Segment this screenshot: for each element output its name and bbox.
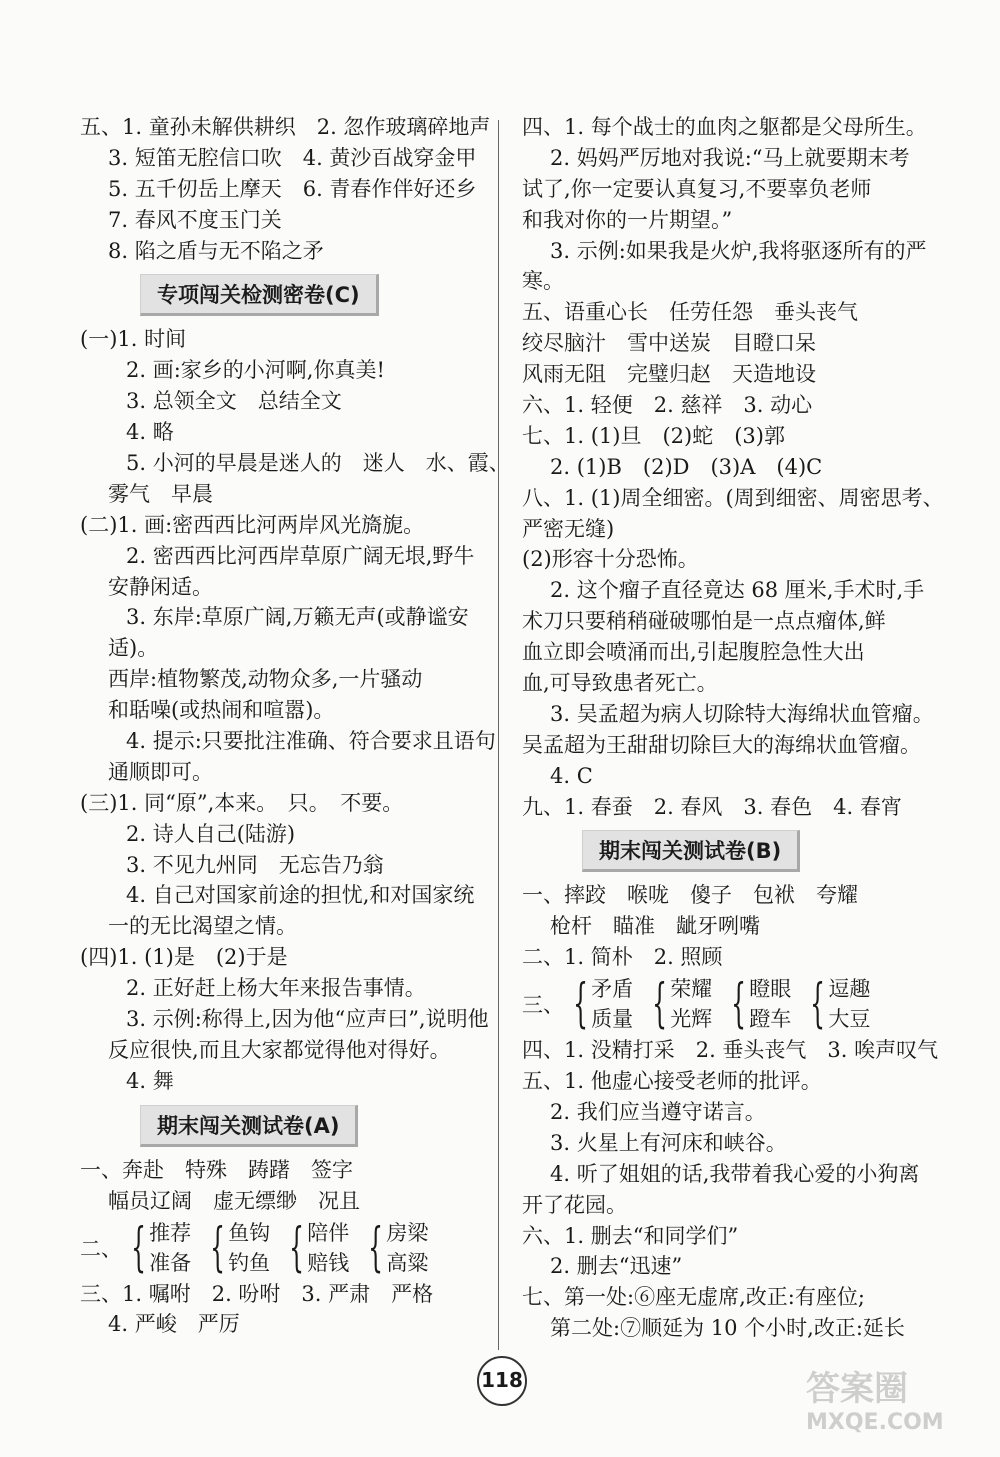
word: 鱼钩 <box>228 1220 271 1245</box>
answer-line: (三)1. 同“原”,本来。 只。 不要。 <box>80 790 404 815</box>
answer-line: 五、1. 他虚心接受老师的批评。 <box>522 1069 822 1094</box>
answer-line: 绞尽脑汁 雪中送炭 目瞪口呆 <box>522 331 816 356</box>
word: 赔钱 <box>307 1250 350 1275</box>
answer-line: 寒。 <box>522 269 564 294</box>
answer-line: 术刀只要稍稍碰破哪怕是一点点瘤体,鲜 <box>522 609 886 634</box>
answer-line: 血,可导致患者死亡。 <box>522 671 718 696</box>
answer-line: 四、1. 没精打采 2. 垂头丧气 3. 唉声叹气 <box>522 1038 939 1063</box>
answer-line: 4. 严峻 严厉 <box>108 1312 240 1337</box>
word: 瞪眼 <box>749 977 792 1002</box>
answer-line: 通顺即可。 <box>108 759 213 784</box>
brace-icon: { <box>731 974 747 1035</box>
answer-line: 2. 妈妈严厉地对我说:“马上就要期末考 <box>550 145 910 170</box>
word: 蹬车 <box>749 1007 792 1032</box>
answer-line: 3. 短笛无腔信口吹 4. 黄沙百战穿金甲 <box>108 145 477 170</box>
watermark-bottom: MXQE.COM <box>806 1410 944 1435</box>
answer-line: 2. 正好赶上杨大年来报告事情。 <box>126 976 426 1001</box>
section-title: 期末闯关测试卷(A) <box>140 1105 358 1147</box>
answer-line: 4. 自己对国家前途的担忧,和对国家统 <box>126 883 475 908</box>
answer-line: 3. 火星上有河床和峡谷。 <box>550 1130 787 1155</box>
answer-line: 4. 略 <box>126 420 174 445</box>
answer-line: (2)形容十分恐怖。 <box>522 547 699 572</box>
answer-line: 2. (1)B (2)D (3)A (4)C <box>550 454 823 479</box>
word-pair-group <box>359 1218 428 1278</box>
answer-line: 3. 吴孟超为病人切除特大海绵状血管瘤。 <box>550 701 934 726</box>
word: 准备 <box>149 1250 192 1275</box>
word: 推荐 <box>149 1220 192 1245</box>
word: 逗趣 <box>828 977 871 1002</box>
left-column <box>80 112 510 1340</box>
answer-line: 和我对你的一片期望。” <box>522 207 733 232</box>
answer-line: 2. 诗人自己(陆游) <box>126 821 296 846</box>
word: 荣耀 <box>670 977 713 1002</box>
word-pair-group <box>122 1218 191 1278</box>
brace-icon: { <box>652 974 668 1035</box>
answer-line: 开了花园。 <box>522 1192 627 1217</box>
answer-line: 2. 密西西比河西岸草原广阔无垠,野牛 <box>126 543 475 568</box>
word: 质量 <box>591 1007 634 1032</box>
answer-line: 枪杆 瞄准 龇牙咧嘴 <box>550 914 760 939</box>
answer-line: 3. 示例:称得上,因为他“应声曰”,说明他 <box>126 1007 489 1032</box>
answer-line: 风雨无阻 完璧归赵 天造地设 <box>522 362 816 387</box>
answer-line: 西岸:植物繁茂,动物众多,一片骚动 <box>108 667 423 692</box>
right-column <box>522 112 944 1344</box>
answer-line: 严密无缝) <box>522 516 615 541</box>
answer-line: 一的无比渴望之情。 <box>108 914 297 939</box>
answer-line: 雾气 早晨 <box>108 481 213 506</box>
answer-line: 四、1. 每个战士的血肉之躯都是父母所生。 <box>522 115 927 139</box>
answer-line: 5. 五千仞岳上摩天 6. 青春作伴好还乡 <box>108 176 477 201</box>
answer-line: 试了,你一定要认真复习,不要辜负老师 <box>522 176 872 201</box>
answer-line: 2. 画:家乡的小河啊,你真美! <box>126 358 385 383</box>
word: 钓鱼 <box>228 1250 271 1275</box>
answer-line: 2. 我们应当遵守诺言。 <box>550 1099 766 1124</box>
brace-answer-row <box>522 973 922 1035</box>
answer-line: 幅员辽阔 虚无缥缈 况且 <box>108 1188 360 1213</box>
watermark-top: 答案圈 <box>806 1369 908 1409</box>
brace-icon: { <box>289 1217 305 1278</box>
answer-line: 8. 陷之盾与无不陷之矛 <box>108 238 324 263</box>
word: 陪伴 <box>307 1220 350 1245</box>
answer-line: 二、1. 简朴 2. 照顾 <box>522 945 723 970</box>
brace-icon: { <box>368 1217 384 1278</box>
word-pair-group <box>722 974 791 1034</box>
section-title: 期末闯关测试卷(B) <box>582 830 800 872</box>
word: 光辉 <box>670 1007 713 1032</box>
brace-icon: { <box>210 1217 226 1278</box>
answer-line: 六、1. 删去“和同学们” <box>522 1223 739 1248</box>
question-label: 三、 <box>522 993 564 1018</box>
word-pair-group <box>643 974 712 1034</box>
answer-line: 3. 东岸:草原广阔,万籁无声(或静谧安 <box>126 605 469 630</box>
answer-line: 7. 春风不度玉门关 <box>108 207 282 232</box>
answer-line: 六、1. 轻便 2. 慈祥 3. 动心 <box>522 393 813 418</box>
answer-line: (四)1. (1)是 (2)于是 <box>80 945 288 970</box>
answer-line: 一、奔赴 特殊 踌躇 签字 <box>80 1157 353 1182</box>
answer-line: 3. 总领全文 总结全文 <box>126 389 342 414</box>
answer-line: 2. 删去“迅速” <box>550 1254 683 1279</box>
answer-line: 三、1. 嘱咐 2. 吩咐 3. 严肃 严格 <box>80 1281 434 1306</box>
brace-icon: { <box>131 1217 146 1278</box>
brace-answer-row <box>80 1217 500 1279</box>
answer-line: 七、第一处:⑥座无虚席,改正:有座位; <box>522 1285 865 1310</box>
word: 大豆 <box>828 1007 871 1032</box>
watermark-logo <box>806 1361 986 1435</box>
answer-line: 八、1. (1)周全细密。(周到细密、周密思考、 <box>522 485 944 510</box>
answer-line: 3. 不见九州同 无忘告乃翁 <box>126 852 384 877</box>
answer-line: 3. 示例:如果我是火炉,我将驱逐所有的严 <box>550 238 927 263</box>
brace-icon: { <box>810 974 826 1035</box>
answer-line: 反应很快,而且大家都觉得他对得好。 <box>108 1037 451 1062</box>
answer-line: 2. 这个瘤子直径竟达 68 厘米,手术时,手 <box>550 578 925 603</box>
word-pair-group <box>201 1218 270 1278</box>
question-label: 二、 <box>80 1236 122 1261</box>
word: 矛盾 <box>591 977 634 1002</box>
page-number: 118 <box>477 1356 527 1406</box>
answer-line: 5. 小河的早晨是迷人的 迷人 水、霞、 <box>126 451 510 476</box>
answer-line: 一、摔跤 喉咙 傻子 包袱 夸耀 <box>522 883 858 908</box>
answer-line: (一)1. 时间 <box>80 327 187 352</box>
word: 高粱 <box>386 1250 429 1275</box>
answer-line: 4. 提示:只要批注准确、符合要求且语句 <box>126 729 496 754</box>
answer-line: 七、1. (1)旦 (2)蛇 (3)郭 <box>522 423 785 448</box>
answer-line: 吴孟超为王甜甜切除巨大的海绵状血管瘤。 <box>522 732 921 757</box>
answer-line: 五、语重心长 任劳任怨 垂头丧气 <box>522 300 858 325</box>
answer-line: 4. C <box>550 763 593 788</box>
answer-line: 第二处:⑦顺延为 10 个小时,改正:延长 <box>550 1316 905 1341</box>
answer-line: 九、1. 春蚕 2. 春风 3. 春色 4. 春宵 <box>522 794 902 819</box>
answer-line: (二)1. 画:密西西比河两岸风光旖旎。 <box>80 512 425 537</box>
brace-icon: { <box>573 974 588 1035</box>
answer-line: 和聒噪(或热闹和喧嚣)。 <box>108 698 335 723</box>
word-pair-group <box>280 1218 349 1278</box>
answer-line: 4. 听了姐姐的话,我带着我心爱的小狗离 <box>550 1161 920 1186</box>
section-title: 专项闯关检测密卷(C) <box>140 274 379 316</box>
answer-line: 4. 舞 <box>126 1068 174 1093</box>
word: 房梁 <box>386 1220 429 1245</box>
answer-line: 适)。 <box>108 636 159 661</box>
answer-line: 五、1. 童孙未解供耕织 2. 忽作玻璃碎地声 <box>80 115 491 139</box>
word-pair-group <box>801 974 870 1034</box>
answer-line: 安静闲适。 <box>108 574 213 599</box>
answer-line: 血立即会喷涌而出,引起腹腔急性大出 <box>522 640 865 665</box>
word-pair-group <box>564 974 633 1034</box>
